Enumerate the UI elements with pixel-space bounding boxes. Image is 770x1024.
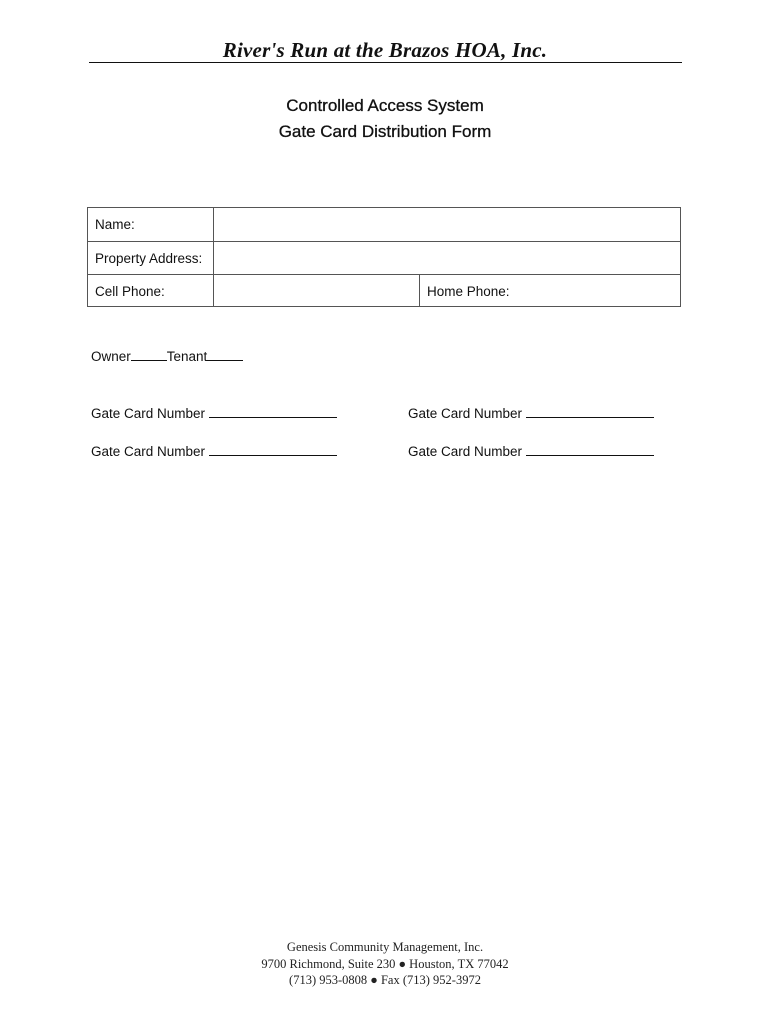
form-title-line1: Controlled Access System: [286, 96, 484, 115]
gate-card-blank[interactable]: [209, 443, 337, 456]
footer-address: 9700 Richmond, Suite 230 ● Houston, TX 77042: [261, 957, 509, 971]
gate-card-label: Gate Card Number: [408, 406, 523, 421]
gate-card-blank[interactable]: [526, 405, 654, 418]
home-phone-field[interactable]: [518, 276, 680, 306]
header-divider: [89, 62, 682, 63]
gate-card-entry: [408, 443, 654, 459]
gate-card-label: Gate Card Number: [408, 444, 523, 459]
gate-card-blank[interactable]: [209, 405, 337, 418]
name-label: Name:: [95, 217, 135, 232]
resident-info-table: [87, 207, 681, 307]
gate-card-label: Gate Card Number: [91, 406, 206, 421]
footer-phone-fax: (713) 953-0808 ● Fax (713) 952-3972: [289, 973, 481, 987]
property-address-label: Property Address:: [95, 250, 203, 266]
tenant-blank[interactable]: [207, 350, 243, 361]
cell-phone-label: Cell Phone:: [95, 283, 165, 299]
property-address-field[interactable]: [214, 243, 680, 273]
gate-card-label: Gate Card Number: [91, 444, 206, 459]
cell-phone-field[interactable]: [214, 276, 418, 306]
residency-type-row: [91, 349, 243, 364]
home-phone-label: Home Phone:: [427, 283, 510, 299]
gate-card-entry: [91, 405, 337, 421]
owner-blank[interactable]: [131, 350, 167, 361]
owner-label: Owner: [91, 349, 131, 364]
gate-card-entry: [91, 443, 337, 459]
name-field[interactable]: [214, 209, 680, 240]
gate-card-entry: [408, 405, 654, 421]
tenant-label: Tenant: [166, 349, 208, 364]
gate-card-blank[interactable]: [526, 443, 654, 456]
form-title-line2: Gate Card Distribution Form: [278, 122, 492, 141]
footer-company: Genesis Community Management, Inc.: [286, 940, 484, 954]
organization-title: River's Run at the Brazos HOA, Inc.: [222, 38, 548, 62]
